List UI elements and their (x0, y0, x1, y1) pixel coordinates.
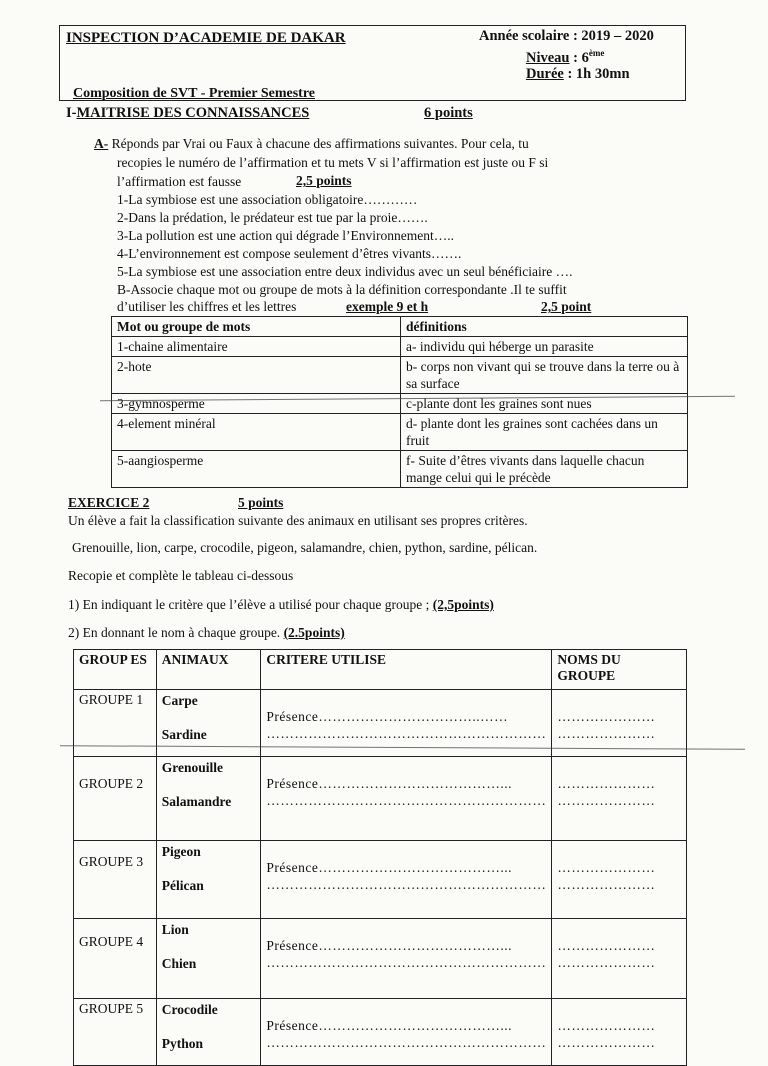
criterion-cell: Présence…………………………………... …………………………………………………… (261, 757, 552, 841)
criterion-cell: Présence…………………………………... …………………………………………………… (261, 999, 552, 1066)
statement-1: 1-La symbiose est une association obligatoire………… (117, 192, 418, 207)
word-cell: 5-aangiosperme (112, 451, 401, 488)
word-cell: 3-gymnosperme (112, 394, 401, 414)
exam-title: Composition de SVT - Premier Semestre (73, 86, 315, 101)
column-header-group-name: NOMS DU GROUPE (552, 650, 687, 690)
table-row (112, 414, 688, 451)
animals-cell: Crocodile Python (156, 999, 261, 1066)
statement-4: 4-L’environnement est compose seulement d’êtres vivants……. (117, 246, 462, 261)
definition-cell: a- individu qui héberge un parasite (401, 337, 688, 357)
section1-title: I-MAITRISE DES CONNAISSANCES (66, 105, 310, 121)
word-cell: 2-hote (112, 357, 401, 394)
table-row (74, 841, 687, 919)
institution-name: INSPECTION D’ACADEMIE DE DAKAR (66, 30, 346, 46)
table-row (112, 357, 688, 394)
exercise2-points: 5 points (238, 495, 284, 510)
animals-cell: Grenouille Salamandre (156, 757, 261, 841)
criterion-cell: Présence…………………………………... …………………………………………………… (261, 919, 552, 999)
exercise2-instruction: Recopie et complète le tableau ci-dessous (68, 568, 294, 583)
group-label: GROUPE 5 (74, 999, 157, 1066)
column-header-groups: GROUP ES (74, 650, 157, 690)
definition-cell: b- corps non vivant qui se trouve dans la terre ou à sa surface (401, 357, 688, 394)
column-header-definitions: définitions (401, 317, 688, 337)
table-row (74, 757, 687, 841)
exercise2-title: EXERCICE 2 (68, 495, 150, 510)
table-row (112, 451, 688, 488)
group-name-cell: ………………… ………………… (552, 841, 687, 919)
word-cell: 4-element minéral (112, 414, 401, 451)
partA-instruction-1: A- Réponds par Vrai ou Faux à chacune des affirmations suivantes. Pour cela, tu (94, 136, 529, 151)
question-2: 2) En donnant le nom à chaque groupe. (2.5points) (68, 625, 345, 640)
partB-example: exemple 9 et h (346, 299, 429, 314)
table-header-row (112, 317, 688, 337)
partA-points: 2,5 points (296, 173, 352, 188)
group-name-cell: ………………… ………………… (552, 690, 687, 757)
classification-table (73, 649, 687, 1066)
level: Niveau : 6ème (526, 48, 605, 66)
column-header-animals: ANIMAUX (156, 650, 261, 690)
animals-cell: Pigeon Pélican (156, 841, 261, 919)
partB-points: 2,5 point (541, 299, 592, 314)
column-header-words: Mot ou groupe de mots (112, 317, 401, 337)
group-name-cell: ………………… ………………… (552, 919, 687, 999)
table-row (74, 999, 687, 1066)
column-header-criterion: CRITERE UTILISE (261, 650, 552, 690)
section1-points: 6 points (424, 105, 473, 121)
statement-3: 3-La pollution est une action qui dégrade l’Environnement….. (117, 228, 455, 243)
animals-cell: Carpe Sardine (156, 690, 261, 757)
matching-table (111, 316, 688, 488)
question-1: 1) En indiquant le critère que l’élève a utilisé pour chaque groupe ; (2,5points) (68, 597, 494, 612)
group-label: GROUPE 3 (74, 841, 157, 919)
criterion-cell: Présence…………………………………... …………………………………………………… (261, 841, 552, 919)
school-year: Année scolaire : 2019 – 2020 (479, 28, 654, 44)
group-label: GROUPE 1 (74, 690, 157, 757)
group-label: GROUPE 4 (74, 919, 157, 999)
group-label: GROUPE 2 (74, 757, 157, 841)
group-name-cell: ………………… ………………… (552, 757, 687, 841)
partA-instruction-2: recopies le numéro de l’affirmation et tu mets V si l’affirmation est juste ou F si (117, 155, 549, 170)
exercise2-intro: Un élève a fait la classification suivante des animaux en utilisant ses propres critères. (68, 513, 528, 528)
partB-instruction-1: B-Associe chaque mot ou groupe de mots à la définition correspondante .Il te suffit (117, 282, 567, 297)
criterion-cell: Présence……………………………..…… …………………………………………………… (261, 690, 552, 757)
definition-cell: f- Suite d’êtres vivants dans laquelle chacun mange celui qui le précède (401, 451, 688, 488)
definition-cell: c-plante dont les graines sont nues (401, 394, 688, 414)
table-header-row (74, 650, 687, 690)
animals-cell: Lion Chien (156, 919, 261, 999)
statement-2: 2-Dans la prédation, le prédateur est tue par la proie……. (117, 210, 428, 225)
partA-instruction-3: l’affirmation est fausse (117, 174, 242, 189)
table-row (112, 337, 688, 357)
group-name-cell: ………………… ………………… (552, 999, 687, 1066)
animals-list: Grenouille, lion, carpe, crocodile, pigeon, salamandre, chien, python, sardine, pélican. (72, 540, 538, 555)
duration: Durée : 1h 30mn (526, 66, 630, 82)
partB-instruction-2: d’utiliser les chiffres et les lettres (117, 299, 297, 314)
statement-5: 5-La symbiose est une association entre deux individus avec un seul bénéficiaire …. (117, 264, 573, 279)
table-row (74, 919, 687, 999)
word-cell: 1-chaine alimentaire (112, 337, 401, 357)
definition-cell: d- plante dont les graines sont cachées dans un fruit (401, 414, 688, 451)
